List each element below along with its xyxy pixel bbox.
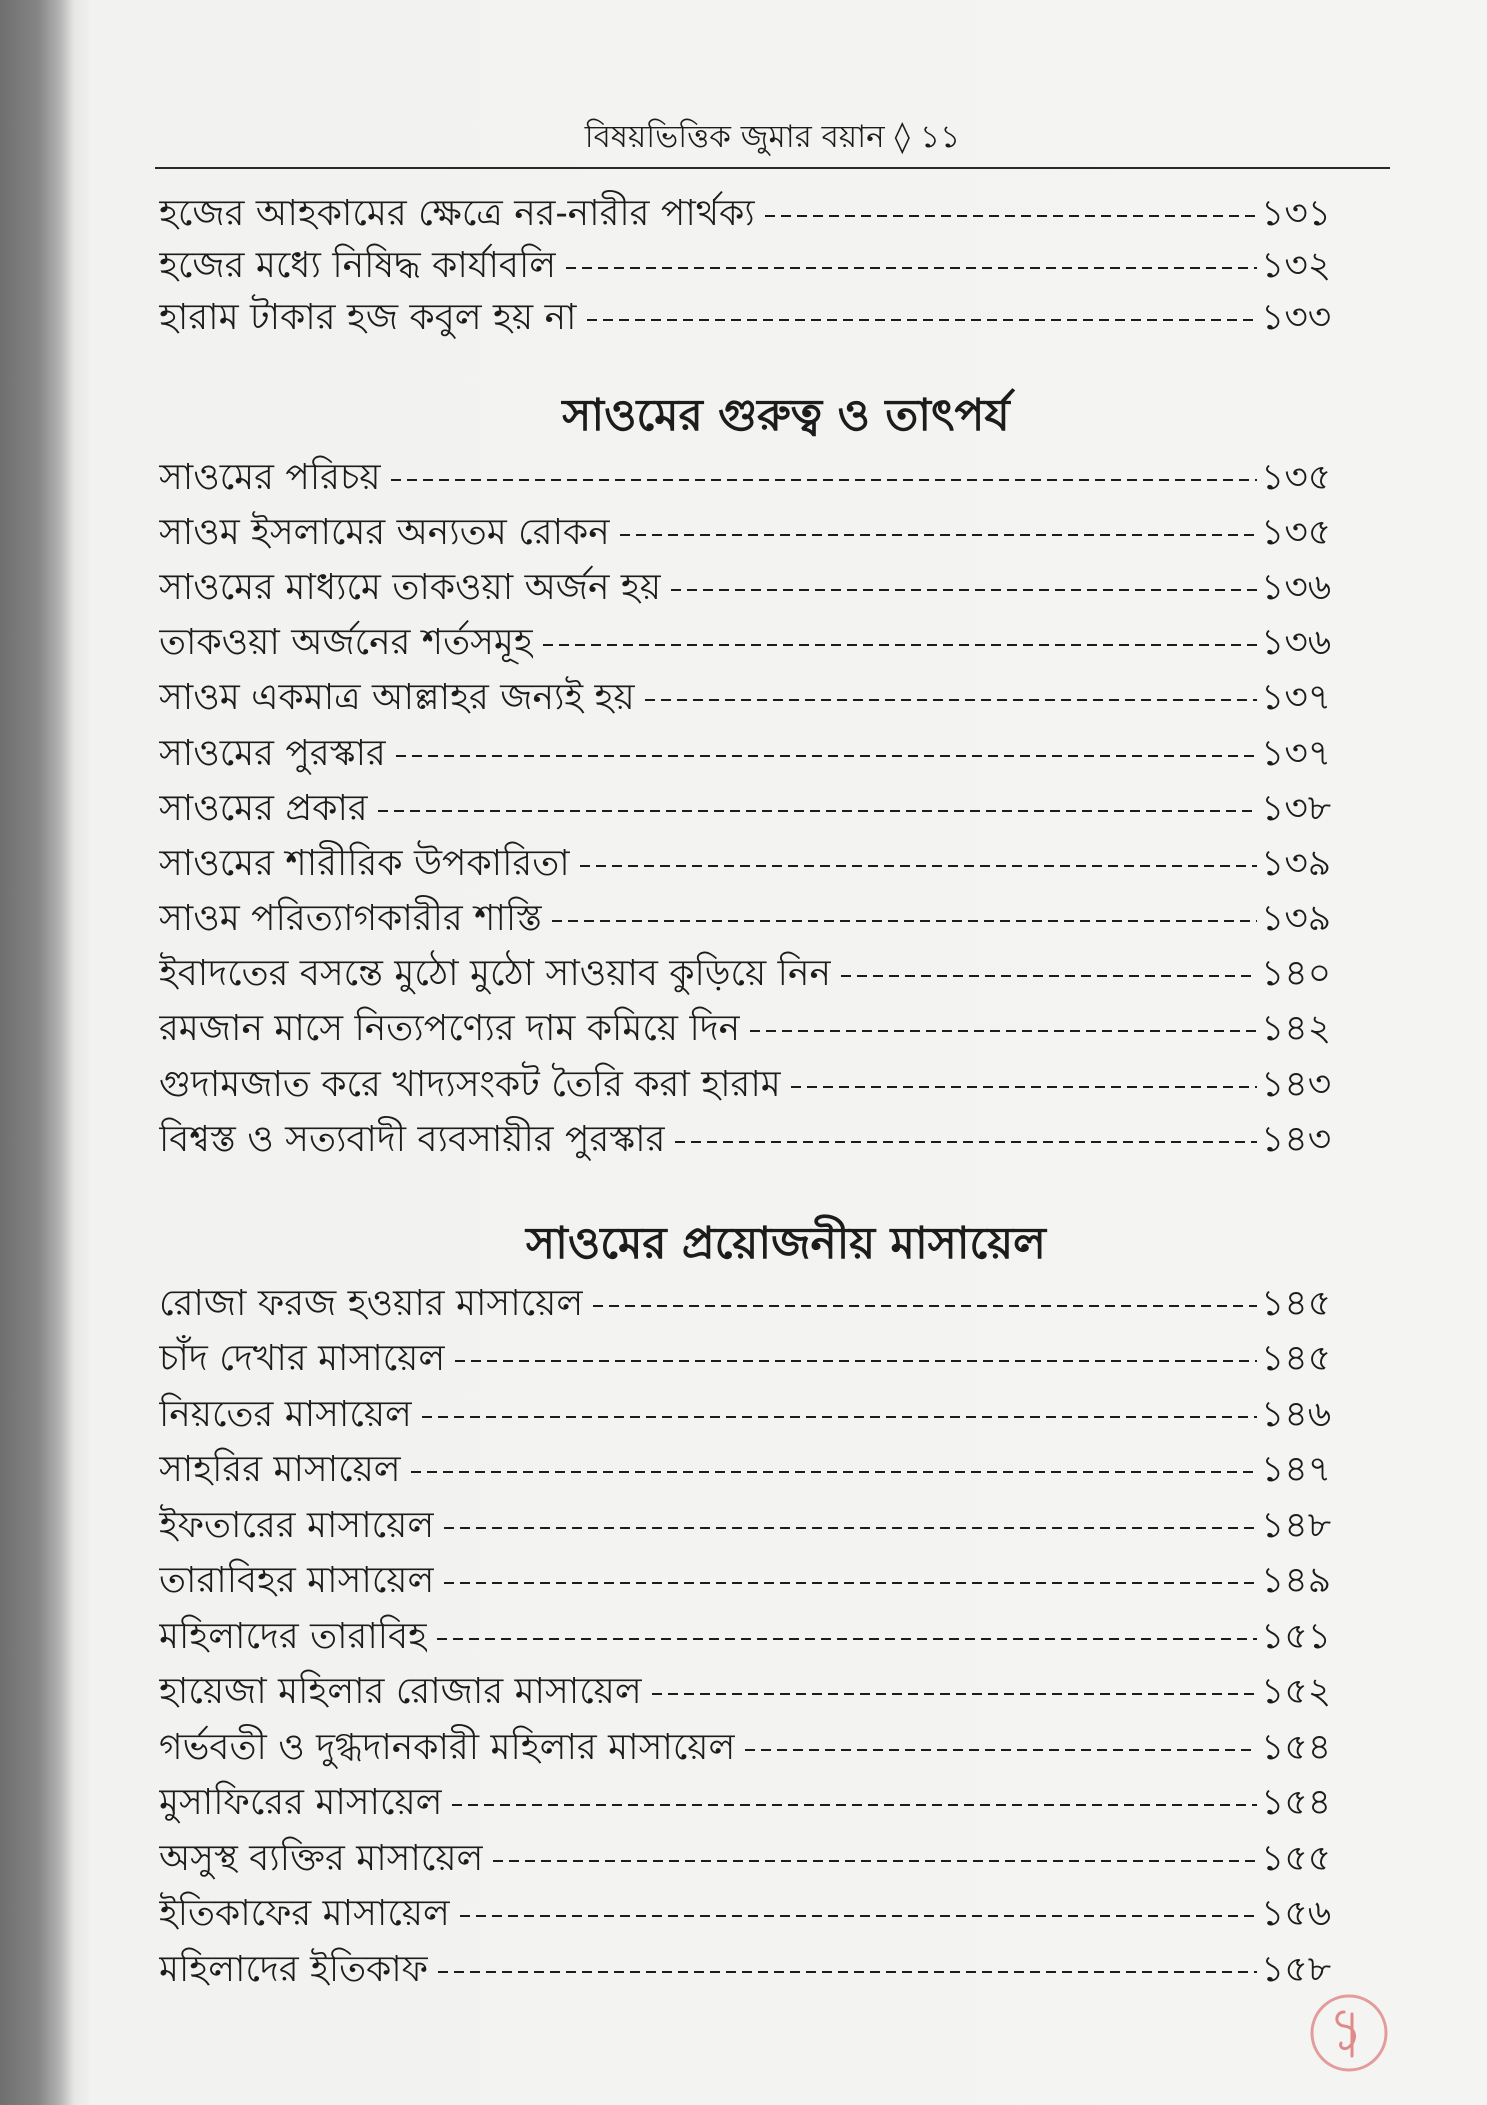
- toc-entry-title: গর্ভবতী ও দুগ্ধদানকারী মহিলার মাসায়েল: [159, 1726, 736, 1768]
- toc-entry-page: ১৩৭: [1261, 732, 1332, 774]
- toc-entry-title: চাঁদ দেখার মাসায়েল: [159, 1338, 446, 1380]
- toc-entry-title: অসুস্থ ব্যক্তির মাসায়েল: [159, 1837, 484, 1879]
- toc-entry-title: সাওম পরিত্যাগকারীর শাস্তি: [159, 898, 543, 940]
- dash-leader: [580, 865, 1257, 867]
- toc-entry-page: ১৩৯: [1261, 842, 1332, 884]
- running-header: [155, 112, 1390, 162]
- toc-entry-title: ইবাদতের বসন্তে মুঠো মুঠো সাওয়াব কুড়িয়ে নিন: [159, 953, 831, 995]
- toc-entry-page: ১৪২: [1261, 1008, 1332, 1050]
- toc-entry-page: ১৪৯: [1261, 1560, 1332, 1602]
- dash-leader: [587, 319, 1258, 321]
- toc-entry-title: সাওমের পুরস্কার: [159, 732, 386, 774]
- toc-entry-title: সাওমের শারীরিক উপকারিতা: [159, 842, 570, 884]
- toc-entry: [159, 1500, 1339, 1556]
- toc-entry: [159, 1944, 1339, 2000]
- toc-entry-title: সাওম একমাত্র আল্লাহর জন্যই হয়: [159, 677, 635, 719]
- toc-entry-page: ১৩২: [1261, 245, 1332, 286]
- dash-leader: [396, 755, 1257, 757]
- toc-entry: [159, 1389, 1339, 1445]
- header-rule: [155, 167, 1390, 169]
- toc-entry-title: হায়েজা মহিলার রোজার মাসায়েল: [159, 1671, 642, 1713]
- toc-entry: [159, 949, 1339, 1004]
- toc-entry: [159, 728, 1339, 783]
- toc-entry-title: ইফতারের মাসায়েল: [159, 1504, 435, 1546]
- toc-entry: [159, 294, 1339, 346]
- toc-entry-page: ১৩৩: [1261, 297, 1332, 338]
- toc-entry-title: মুসাফিরের মাসায়েল: [159, 1782, 443, 1824]
- toc-entry-page: ১৪৮: [1261, 1504, 1332, 1546]
- toc-entry: [159, 242, 1339, 294]
- toc-entry: [159, 1611, 1339, 1667]
- toc-entry-page: ১৩৭: [1261, 677, 1332, 719]
- toc-entry-page: ১৪৫: [1261, 1338, 1332, 1380]
- toc-entry: [159, 1889, 1339, 1945]
- toc-entry: [159, 452, 1339, 507]
- toc-entry-page: ১৫১: [1261, 1615, 1332, 1657]
- toc-entry-page: ১৩৫: [1261, 456, 1332, 498]
- toc-entry-title: হারাম টাকার হজ কবুল হয় না: [159, 297, 577, 338]
- dash-leader: [675, 1141, 1257, 1143]
- toc-entry-title: মহিলাদের ইতিকাফ: [159, 1948, 429, 1990]
- dash-leader: [645, 699, 1257, 701]
- dash-leader: [493, 1860, 1257, 1862]
- toc-entry: [159, 894, 1339, 949]
- toc-entry-page: ১৩১: [1261, 193, 1332, 234]
- toc-entry-page: ১৪৩: [1261, 1063, 1332, 1105]
- dash-leader: [543, 644, 1257, 646]
- toc-entry-title: তারাবিহর মাসায়েল: [159, 1560, 435, 1602]
- dash-leader: [444, 1582, 1257, 1584]
- toc-entry-page: ১৩৫: [1261, 511, 1332, 553]
- toc-section: [159, 1278, 1339, 2000]
- toc-entry-page: ১৩৬: [1261, 566, 1332, 608]
- toc-entry-title: সাওমের মাধ্যমে তাকওয়া অর্জন হয়: [159, 566, 662, 608]
- toc-entry: [159, 783, 1339, 838]
- toc-entry-page: ১৪৩: [1261, 1118, 1332, 1160]
- dash-leader: [378, 810, 1257, 812]
- toc-entry: [159, 507, 1339, 562]
- toc-entry: [159, 190, 1339, 242]
- dash-leader: [765, 215, 1257, 217]
- toc-entry-page: ১৪৭: [1261, 1449, 1332, 1491]
- toc-entry-title: সাওমের পরিচয়: [159, 456, 381, 498]
- toc-entry-page: ১৫৮: [1261, 1948, 1332, 1990]
- toc-entry-title: হজের মধ্যে নিষিদ্ধ কার্যাবলি: [159, 245, 557, 286]
- dash-leader: [391, 479, 1257, 481]
- toc-entry: [159, 1278, 1339, 1334]
- dash-leader: [438, 1971, 1257, 1973]
- library-stamp: [1304, 1988, 1394, 2078]
- toc-entry-title: নিয়তের মাসায়েল: [159, 1393, 412, 1435]
- toc-entry: [159, 618, 1339, 673]
- dash-leader: [745, 1749, 1257, 1751]
- toc-entry-title: তাকওয়া অর্জনের শর্তসমূহ: [159, 622, 533, 664]
- toc-entry: [159, 1833, 1339, 1889]
- toc-entry-page: ১৪৫: [1261, 1282, 1332, 1324]
- section-heading: সাওমের প্রয়োজনীয় মাসায়েল: [526, 1218, 1046, 1269]
- toc-entry: [159, 1667, 1339, 1723]
- toc-entry-title: বিশ্বস্ত ও সত্যবাদী ব্যবসায়ীর পুরস্কার: [159, 1118, 666, 1160]
- toc-entry-title: মহিলাদের তারাবিহ: [159, 1615, 428, 1657]
- toc-entry-page: ১৫৬: [1261, 1893, 1332, 1935]
- toc-entry: [159, 1778, 1339, 1834]
- dash-leader: [460, 1915, 1257, 1917]
- toc-entry: [159, 673, 1339, 728]
- toc-entry-page: ১৪০: [1261, 953, 1332, 995]
- section-heading: সাওমের গুরুত্ব ও তাৎপর্য: [562, 390, 1010, 441]
- stamp-glyph-icon: [1337, 2012, 1355, 2056]
- toc-entry-title: সাহরির মাসায়েল: [159, 1449, 401, 1491]
- toc-entry-page: ১৪৬: [1261, 1393, 1332, 1435]
- toc-entry-page: ১৩৮: [1261, 787, 1332, 829]
- toc-entry-title: রমজান মাসে নিত্যপণ্যের দাম কমিয়ে দিন: [159, 1008, 741, 1050]
- dash-leader: [437, 1638, 1257, 1640]
- toc-continued-section: [159, 190, 1339, 346]
- toc-entry-page: ১৫২: [1261, 1671, 1332, 1713]
- dash-leader: [750, 1030, 1257, 1032]
- dash-leader: [652, 1693, 1257, 1695]
- toc-entry-title: সাওম ইসলামের অন্যতম রোকন: [159, 511, 610, 553]
- dash-leader: [444, 1527, 1257, 1529]
- dash-leader: [422, 1416, 1257, 1418]
- toc-entry-title: হজের আহকামের ক্ষেত্রে নর-নারীর পার্থক্য: [159, 193, 755, 234]
- header-separator: ◊: [894, 119, 910, 155]
- dash-leader: [552, 920, 1257, 922]
- toc-entry-title: ইতিকাফের মাসায়েল: [159, 1893, 450, 1935]
- dash-leader: [593, 1305, 1257, 1307]
- toc-entry: [159, 1004, 1339, 1059]
- toc-entry: [159, 1445, 1339, 1501]
- dash-leader: [411, 1471, 1257, 1473]
- dash-leader: [455, 1360, 1257, 1362]
- toc-entry-page: ১৩৯: [1261, 898, 1332, 940]
- toc-entry: [159, 1114, 1339, 1169]
- toc-entry-page: ১৫৪: [1261, 1782, 1332, 1824]
- header-title: বিষয়ভিত্তিক জুমার বয়ান: [584, 119, 885, 155]
- toc-entry: [159, 1059, 1339, 1114]
- dash-leader: [671, 589, 1257, 591]
- dash-leader: [841, 975, 1257, 977]
- dash-leader: [566, 267, 1257, 269]
- toc-entry-title: সাওমের প্রকার: [159, 787, 368, 829]
- toc-entry-title: রোজা ফরজ হওয়ার মাসায়েল: [159, 1282, 584, 1324]
- toc-entry: [159, 1722, 1339, 1778]
- stamp-ring: [1312, 1996, 1386, 2070]
- toc-entry: [159, 562, 1339, 617]
- dash-leader: [620, 534, 1257, 536]
- toc-entry: [159, 1556, 1339, 1612]
- toc-entry-page: ১৩৬: [1261, 622, 1332, 664]
- dash-leader: [452, 1804, 1257, 1806]
- toc-entry-title: গুদামজাত করে খাদ্যসংকট তৈরি করা হারাম: [159, 1063, 781, 1105]
- toc-entry-page: ১৫৪: [1261, 1726, 1332, 1768]
- header-page-number: ১১: [919, 119, 961, 155]
- toc-entry: [159, 838, 1339, 893]
- toc-section: [159, 452, 1339, 1169]
- toc-entry: [159, 1334, 1339, 1390]
- dash-leader: [791, 1086, 1257, 1088]
- toc-entry-page: ১৫৫: [1261, 1837, 1332, 1879]
